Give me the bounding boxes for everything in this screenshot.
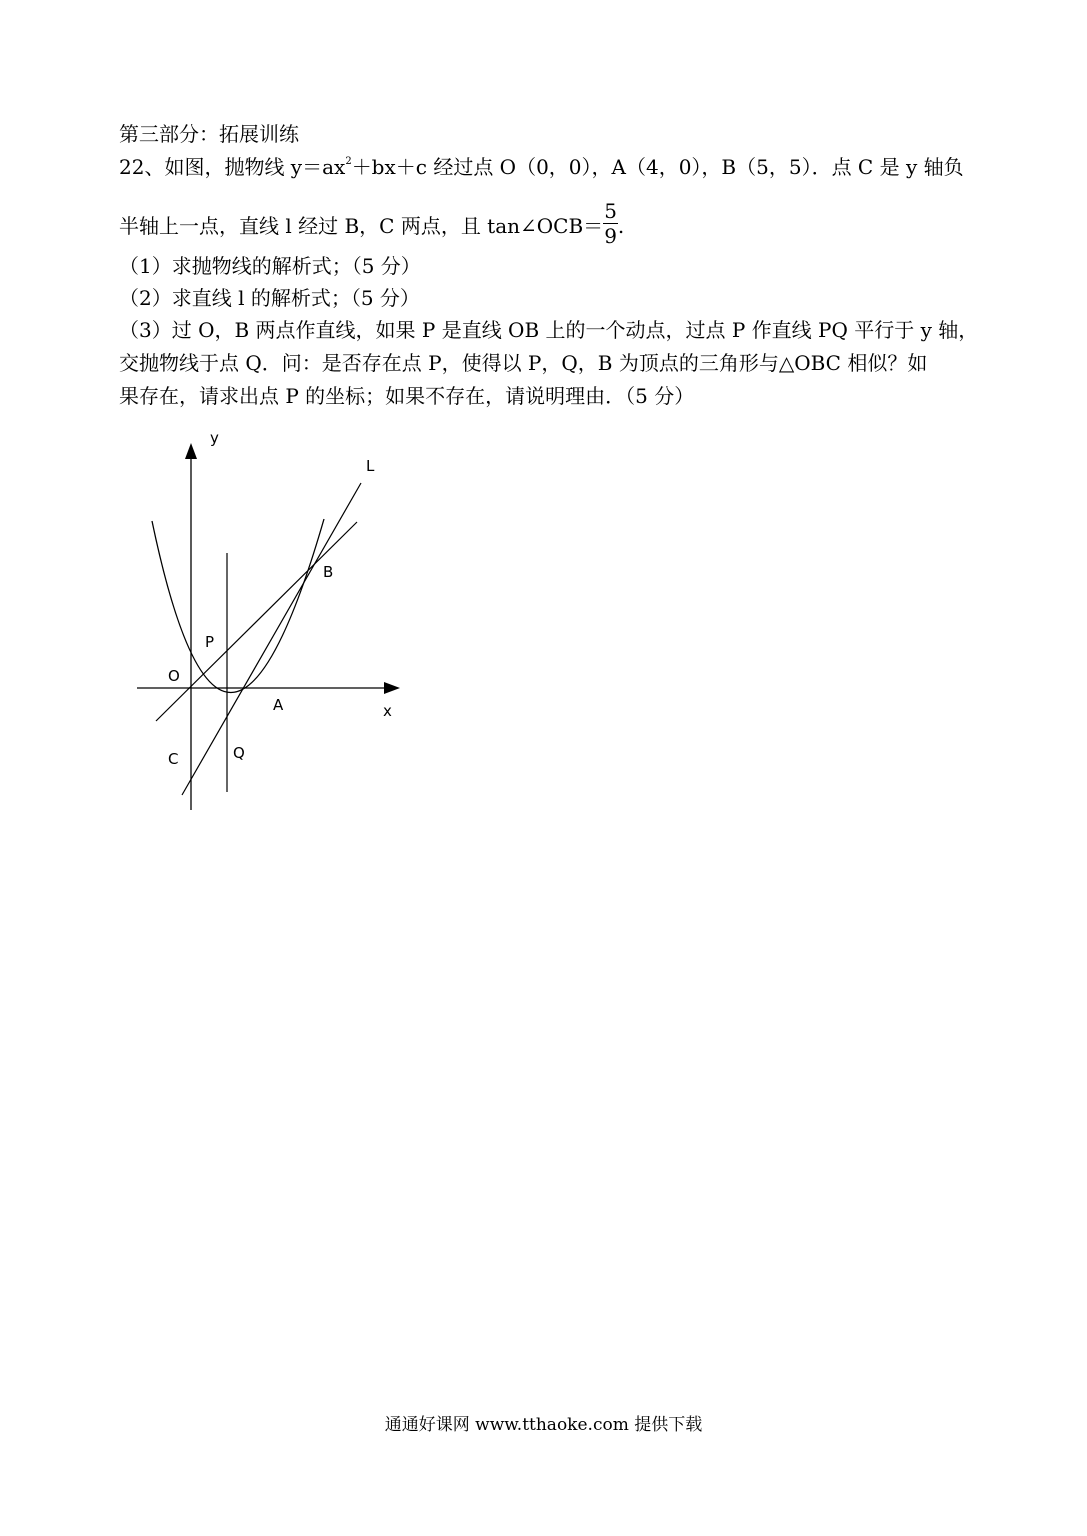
problem-intro-line2-text: 半轴上一点，直线 l 经过 B，C 两点，且 tan∠OCB＝ [119, 214, 604, 238]
section-title: 第三部分：拓展训练 [119, 122, 299, 146]
fraction-end: . [617, 214, 625, 238]
question-3-line2: 交抛物线于点 Q．问：是否存在点 P，使得以 P，Q，B 为顶点的三角形与△OBC 相似？如 [119, 351, 928, 375]
fraction-numerator: 5 [604, 199, 617, 223]
fraction-denominator: 9 [604, 224, 617, 248]
label-o: O [168, 667, 180, 685]
label-c: C [168, 750, 179, 768]
label-b: B [323, 563, 334, 581]
question-1: （1）求抛物线的解析式；（5 分） [119, 254, 421, 278]
problem-intro-b: ＋bx＋c 经过点 O（0，0），A（4，0），B（5，5）．点 C 是 y 轴负 [351, 155, 964, 179]
footer: 通通好课网 www.tthaoke.com 提供下载 [384, 1415, 703, 1435]
question-2: （2）求直线 l 的解析式；（5 分） [119, 286, 420, 310]
line-ob [156, 522, 357, 721]
label-q: Q [233, 744, 245, 762]
geometry-figure [130, 425, 420, 825]
question-3-line1: （3）过 O，B 两点作直线，如果 P 是直线 OB 上的一个动点，过点 P 作直线 PQ 平行于 y 轴， [119, 318, 979, 342]
label-p: P [205, 633, 215, 651]
exponent: 2 [345, 156, 352, 167]
x-axis-arrow [384, 682, 400, 694]
y-axis-arrow [185, 443, 197, 459]
problem-intro-a: 如图，抛物线 y＝ax [164, 155, 346, 179]
label-y: y [210, 429, 219, 447]
tan-fraction [603, 201, 618, 246]
label-l: L [366, 457, 375, 475]
problem-intro-line1 [119, 157, 964, 177]
problem-intro-line2 [119, 199, 625, 250]
problem-number: 22、 [119, 155, 165, 179]
label-a: A [273, 696, 284, 714]
label-x: x [383, 702, 392, 720]
question-3-line3: 果存在，请求出点 P 的坐标；如果不存在，请说明理由．（5 分） [119, 384, 695, 408]
